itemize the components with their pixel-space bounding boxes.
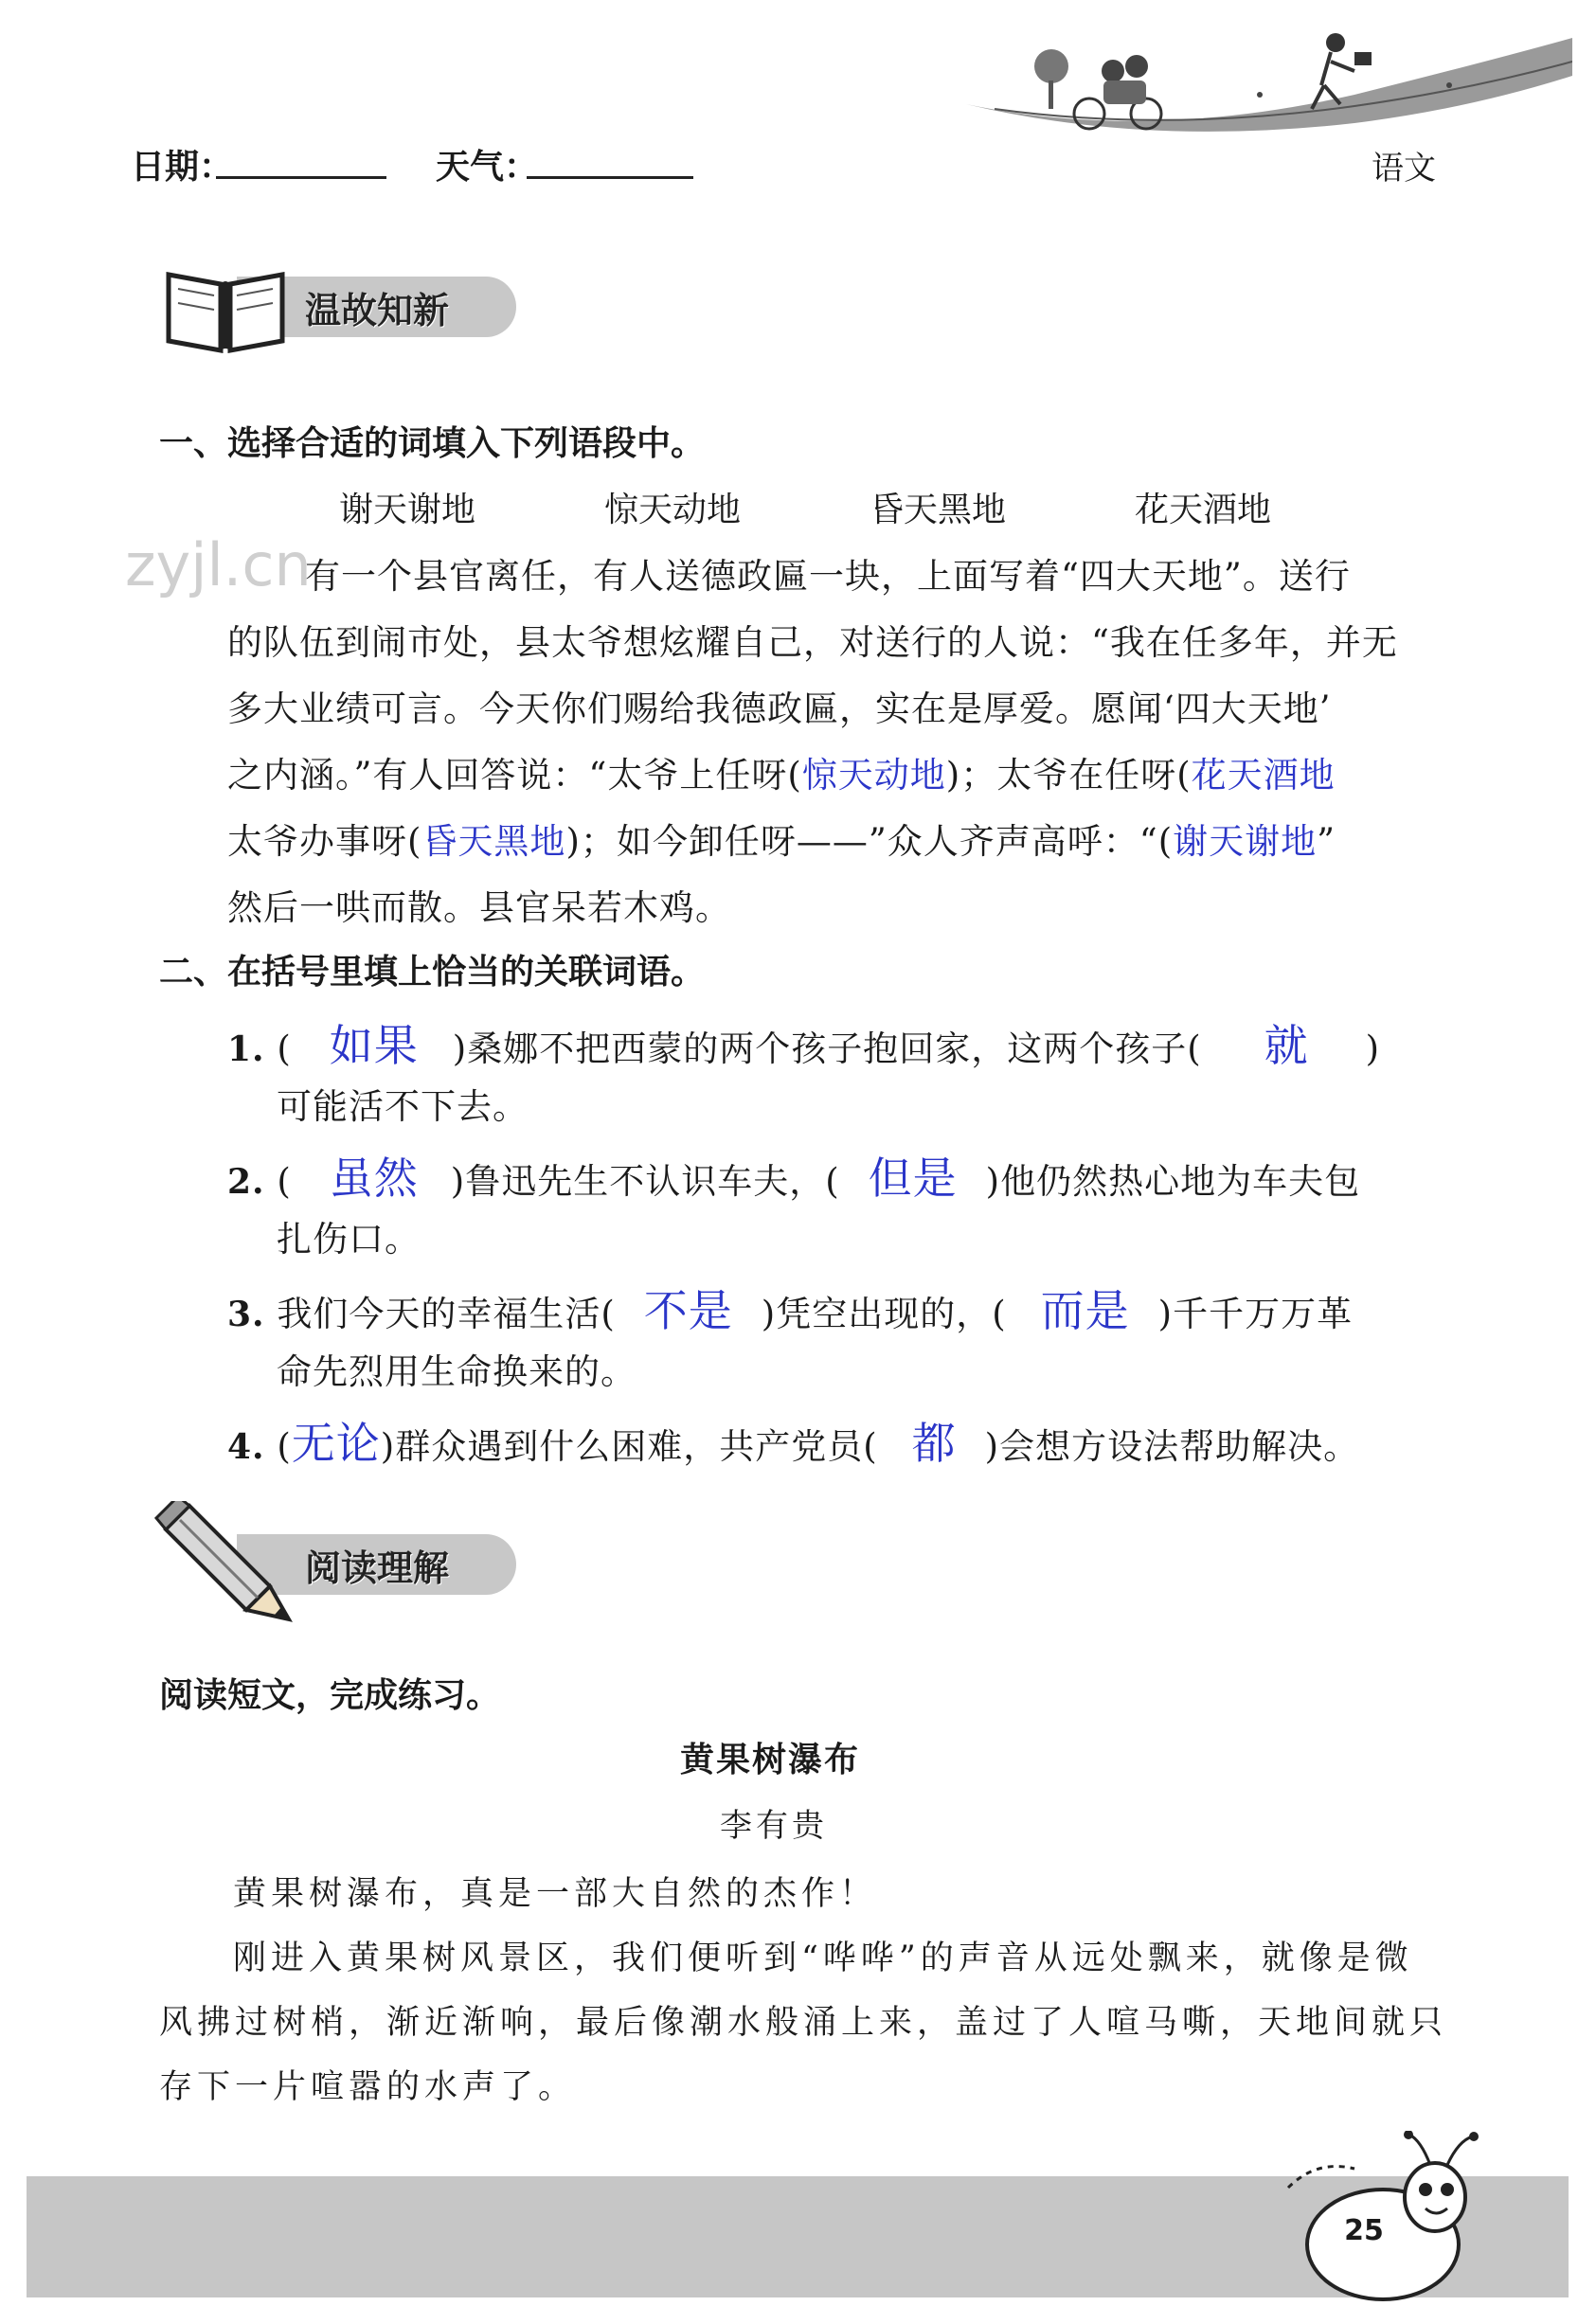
passage-line-6: 然后一哄而散。县官呆若木鸡。: [227, 887, 731, 928]
weather-label: 天气：: [436, 148, 539, 187]
passage-line-2: 的队伍到闹市处，县太爷想炫耀自己，对送行的人说：“我在任多年，并无: [227, 622, 1398, 663]
article-paragraph-2-line-1: 刚进入黄果树风景区，我们便听到“哗哗”的声音从远处飘来，就像是微: [233, 1940, 1413, 1977]
reading-instruction: 阅读短文，完成练习。: [159, 1676, 501, 1715]
word-option-3: 昏天黑地: [870, 491, 1007, 529]
q2-item-4-text-2: )会想方设法帮助解决。: [984, 1426, 1360, 1467]
section-banner-reading-label: 阅读理解: [305, 1546, 450, 1589]
passage-line-5-a: 太爷办事呀(: [227, 821, 422, 862]
q2-item-1-number: 1.: [227, 1029, 265, 1069]
q2-item-3-answer-2[interactable]: 而是: [1040, 1285, 1130, 1336]
q2-item-1-line-2: 可能活不下去。: [277, 1086, 529, 1127]
passage-line-4-a: 之内涵。”有人回答说：“太爷上任呀(: [227, 755, 802, 796]
q2-item-3-number: 3.: [227, 1295, 265, 1334]
article-paragraph-1: 黄果树瀑布，真是一部大自然的杰作！: [233, 1875, 878, 1913]
q2-item-2-line-2: 扎伤口。: [277, 1219, 421, 1260]
question-1-title: 一、选择合适的词填入下列语段中。: [159, 424, 706, 463]
word-option-2: 惊天动地: [604, 491, 742, 529]
q2-item-2-answer-1[interactable]: 虽然: [329, 1153, 419, 1204]
article-paragraph-2-line-3: 存下一片喧嚣的水声了。: [159, 2068, 577, 2106]
q2-item-4: 4. (无论)群众遇到什么困难，共产党员( 都 )会想方设法帮助解决。: [227, 1418, 1360, 1469]
passage-line-5-c: ”: [1317, 821, 1336, 862]
q2-item-4-text-1: )群众遇到什么困难，共产党员(: [380, 1426, 878, 1467]
section-banner-review-label: 温故知新: [305, 289, 450, 331]
article-paragraph-2-line-2: 风拂过树梢，渐近渐响，最后像潮水般涌上来，盖过了人喧马嘶，天地间就只: [159, 2004, 1448, 2042]
pencil-icon: [152, 1501, 294, 1624]
passage-line-3: 多大业绩可言。今天你们赐给我德政匾，实在是厚爱。愿闻‘四大天地’: [227, 688, 1332, 729]
q2-item-2-text-2: )他仍然热心地为车夫包: [985, 1161, 1361, 1202]
q2-item-2-number: 2.: [227, 1162, 265, 1202]
answer-blank-2[interactable]: 花天酒地: [1191, 755, 1336, 796]
q2-item-3: [227, 1277, 1353, 1339]
snail-icon: [1279, 2131, 1506, 2311]
page-number: 25: [1344, 2214, 1384, 2247]
passage-line-4-b: )；太爷在任呀(: [945, 755, 1192, 796]
q2-item-3-line-2: 命先烈用生命换来的。: [277, 1351, 637, 1392]
q2-item-1-answer-2[interactable]: 就: [1264, 1020, 1309, 1071]
q2-item-3-pre: 我们今天的幸福生活(: [277, 1294, 616, 1334]
book-icon: [159, 256, 292, 360]
passage-line-4: [227, 746, 1336, 797]
q2-item-3-answer-1[interactable]: 不是: [643, 1285, 733, 1336]
q2-item-4-number: 4.: [227, 1427, 265, 1467]
q2-item-4-answer-2[interactable]: 都: [911, 1418, 957, 1469]
article-title: 黄果树瀑布: [680, 1740, 861, 1779]
answer-blank-3[interactable]: 昏天黑地: [421, 821, 566, 862]
date-label: 日期：: [131, 148, 234, 187]
q2-item-2-text-1: )鲁迅先生不认识车夫，(: [450, 1161, 840, 1202]
watermark: zyjl.cn: [125, 530, 312, 599]
q2-item-3-text-1: )凭空出现的，(: [761, 1294, 1007, 1334]
q2-item-4-answer-1[interactable]: 无论: [291, 1418, 381, 1469]
answer-blank-4[interactable]: 谢天谢地: [1173, 821, 1318, 862]
weather-blank[interactable]: [527, 176, 693, 179]
passage-line-5: [227, 813, 1336, 864]
answer-blank-1[interactable]: 惊天动地: [801, 755, 946, 796]
passage-line-5-b: )；如今卸任呀——”众人齐声高呼：“(: [565, 821, 1174, 862]
word-option-1: 谢天谢地: [339, 491, 476, 529]
word-option-4: 花天酒地: [1135, 491, 1272, 529]
header-decoration: [957, 19, 1572, 142]
article-author: 李有贵: [720, 1807, 828, 1845]
passage-line-1: 有一个县官离任，有人送德政匾一块，上面写着“四大天地”。送行: [305, 556, 1351, 597]
q2-item-1-text-2: ): [1365, 1028, 1381, 1069]
date-blank[interactable]: [216, 176, 386, 179]
q2-item-2-answer-2[interactable]: 但是: [868, 1153, 958, 1204]
q2-item-1-answer-1[interactable]: 如果: [329, 1020, 419, 1071]
q2-item-1: 1. ( 如果 )桑娜不把西蒙的两个孩子抱回家，这两个孩子( 就 ): [227, 1020, 1381, 1071]
q2-item-1-text-1: )桑娜不把西蒙的两个孩子抱回家，这两个孩子(: [452, 1028, 1202, 1069]
question-2-title: 二、在括号里填上恰当的关联词语。: [159, 953, 706, 992]
q2-item-2: 2. ( 虽然 )鲁迅先生不认识车夫，( 但是 )他仍然热心地为车夫包: [227, 1153, 1361, 1204]
q2-item-3-text-2: )千千万万革: [1157, 1294, 1354, 1334]
subject-label: 语文: [1372, 150, 1436, 188]
